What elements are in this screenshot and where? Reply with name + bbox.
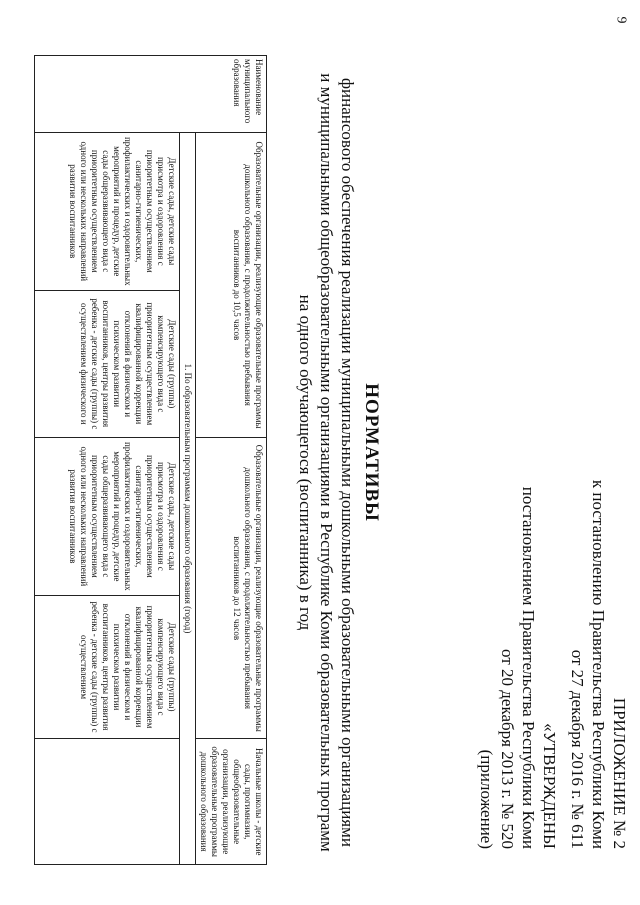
document-title: НОРМАТИВЫ xyxy=(361,383,382,522)
header-col-12: Образовательные организации, реализующие образовательные программы дошкольного образования, с продолжительностью пребывания воспитанников до 12 часов xyxy=(196,438,267,739)
header-municipality: Наименование муниципального образования xyxy=(35,56,267,133)
table-header-row xyxy=(196,56,267,865)
appendix-block xyxy=(567,389,630,849)
approved-line: «УТВЕРЖДЕНЫ xyxy=(540,723,559,849)
section-title: 1. По образовательным программам дошкольного образования (город) xyxy=(180,133,196,865)
approved-line: от 20 декабря 2013 г. № 520 xyxy=(498,649,517,849)
document-subtitle xyxy=(295,60,358,865)
approved-line: (приложение) xyxy=(477,749,496,849)
subtitle-line: финансового обеспечения реализации муниципальными дошкольными образовательными организациями xyxy=(338,78,357,847)
appendix-line: от 27 декабря 2016 г. № 611 xyxy=(568,649,587,849)
approved-line: постановлением Правительства Республики Коми xyxy=(519,486,538,849)
appendix-line: к постановлению Правительства Республики Коми xyxy=(589,479,608,849)
table-cell-empty xyxy=(35,739,180,865)
subtitle-line: и муниципальными общеобразовательными организациями в Республике Коми образовательных программ xyxy=(317,73,336,852)
header-col-10-5: Образовательные организации, реализующие образовательные программы дошкольного образования, с продолжительностью пребывания воспитанников до 10,5 часов xyxy=(196,133,267,438)
table-cell: Детские сады (группы) компенсирующего вида с приоритетным осуществлением квалифицированной коррекции отклонений в физическом и психическом развитии воспитанников, центры развития ребенка - детские сады (группы) с осуществлением xyxy=(35,595,180,739)
appendix-line: ПРИЛОЖЕНИЕ № 2 xyxy=(610,697,629,849)
approved-block xyxy=(476,389,560,849)
table-row xyxy=(35,56,180,865)
page-number: 9 xyxy=(613,16,629,24)
subtitle-line: на одного обучающегося (воспитанника) в год xyxy=(296,294,315,631)
table-cell: Детские сады (группы) компенсирующего вида с приоритетным осуществлением квалифицированной коррекции отклонений в физическом и психическом развитии воспитанников, центры развития ребенка - детские сады (группы) с осуществлением физического и xyxy=(35,290,180,438)
table-cell: Детские сады, детские сады присмотра и оздоровления с приоритетным осуществлением санитарно-гигиенических, профилактических и оздоровительных мероприятий и процедур, детские сады общеразвивающего вида с приоритетным осуществлением одного или нескольких направлений развития воспитанников xyxy=(35,133,180,291)
section-row xyxy=(180,56,196,865)
table-cell: Детские сады, детские сады присмотра и оздоровления с приоритетным осуществлением санитарно-гигиенических, профилактических и оздоровительных мероприятий и процедур, детские сады общеразвивающего вида с приоритетным осуществлением одного или нескольких направлений развития воспитанников xyxy=(35,438,180,596)
header-col-schools: Начальные школы - детские сады, прогимназии, общеобразовательные организации, реализующие образовательные программы дошкольного образования xyxy=(196,739,267,865)
norms-table xyxy=(34,55,267,865)
